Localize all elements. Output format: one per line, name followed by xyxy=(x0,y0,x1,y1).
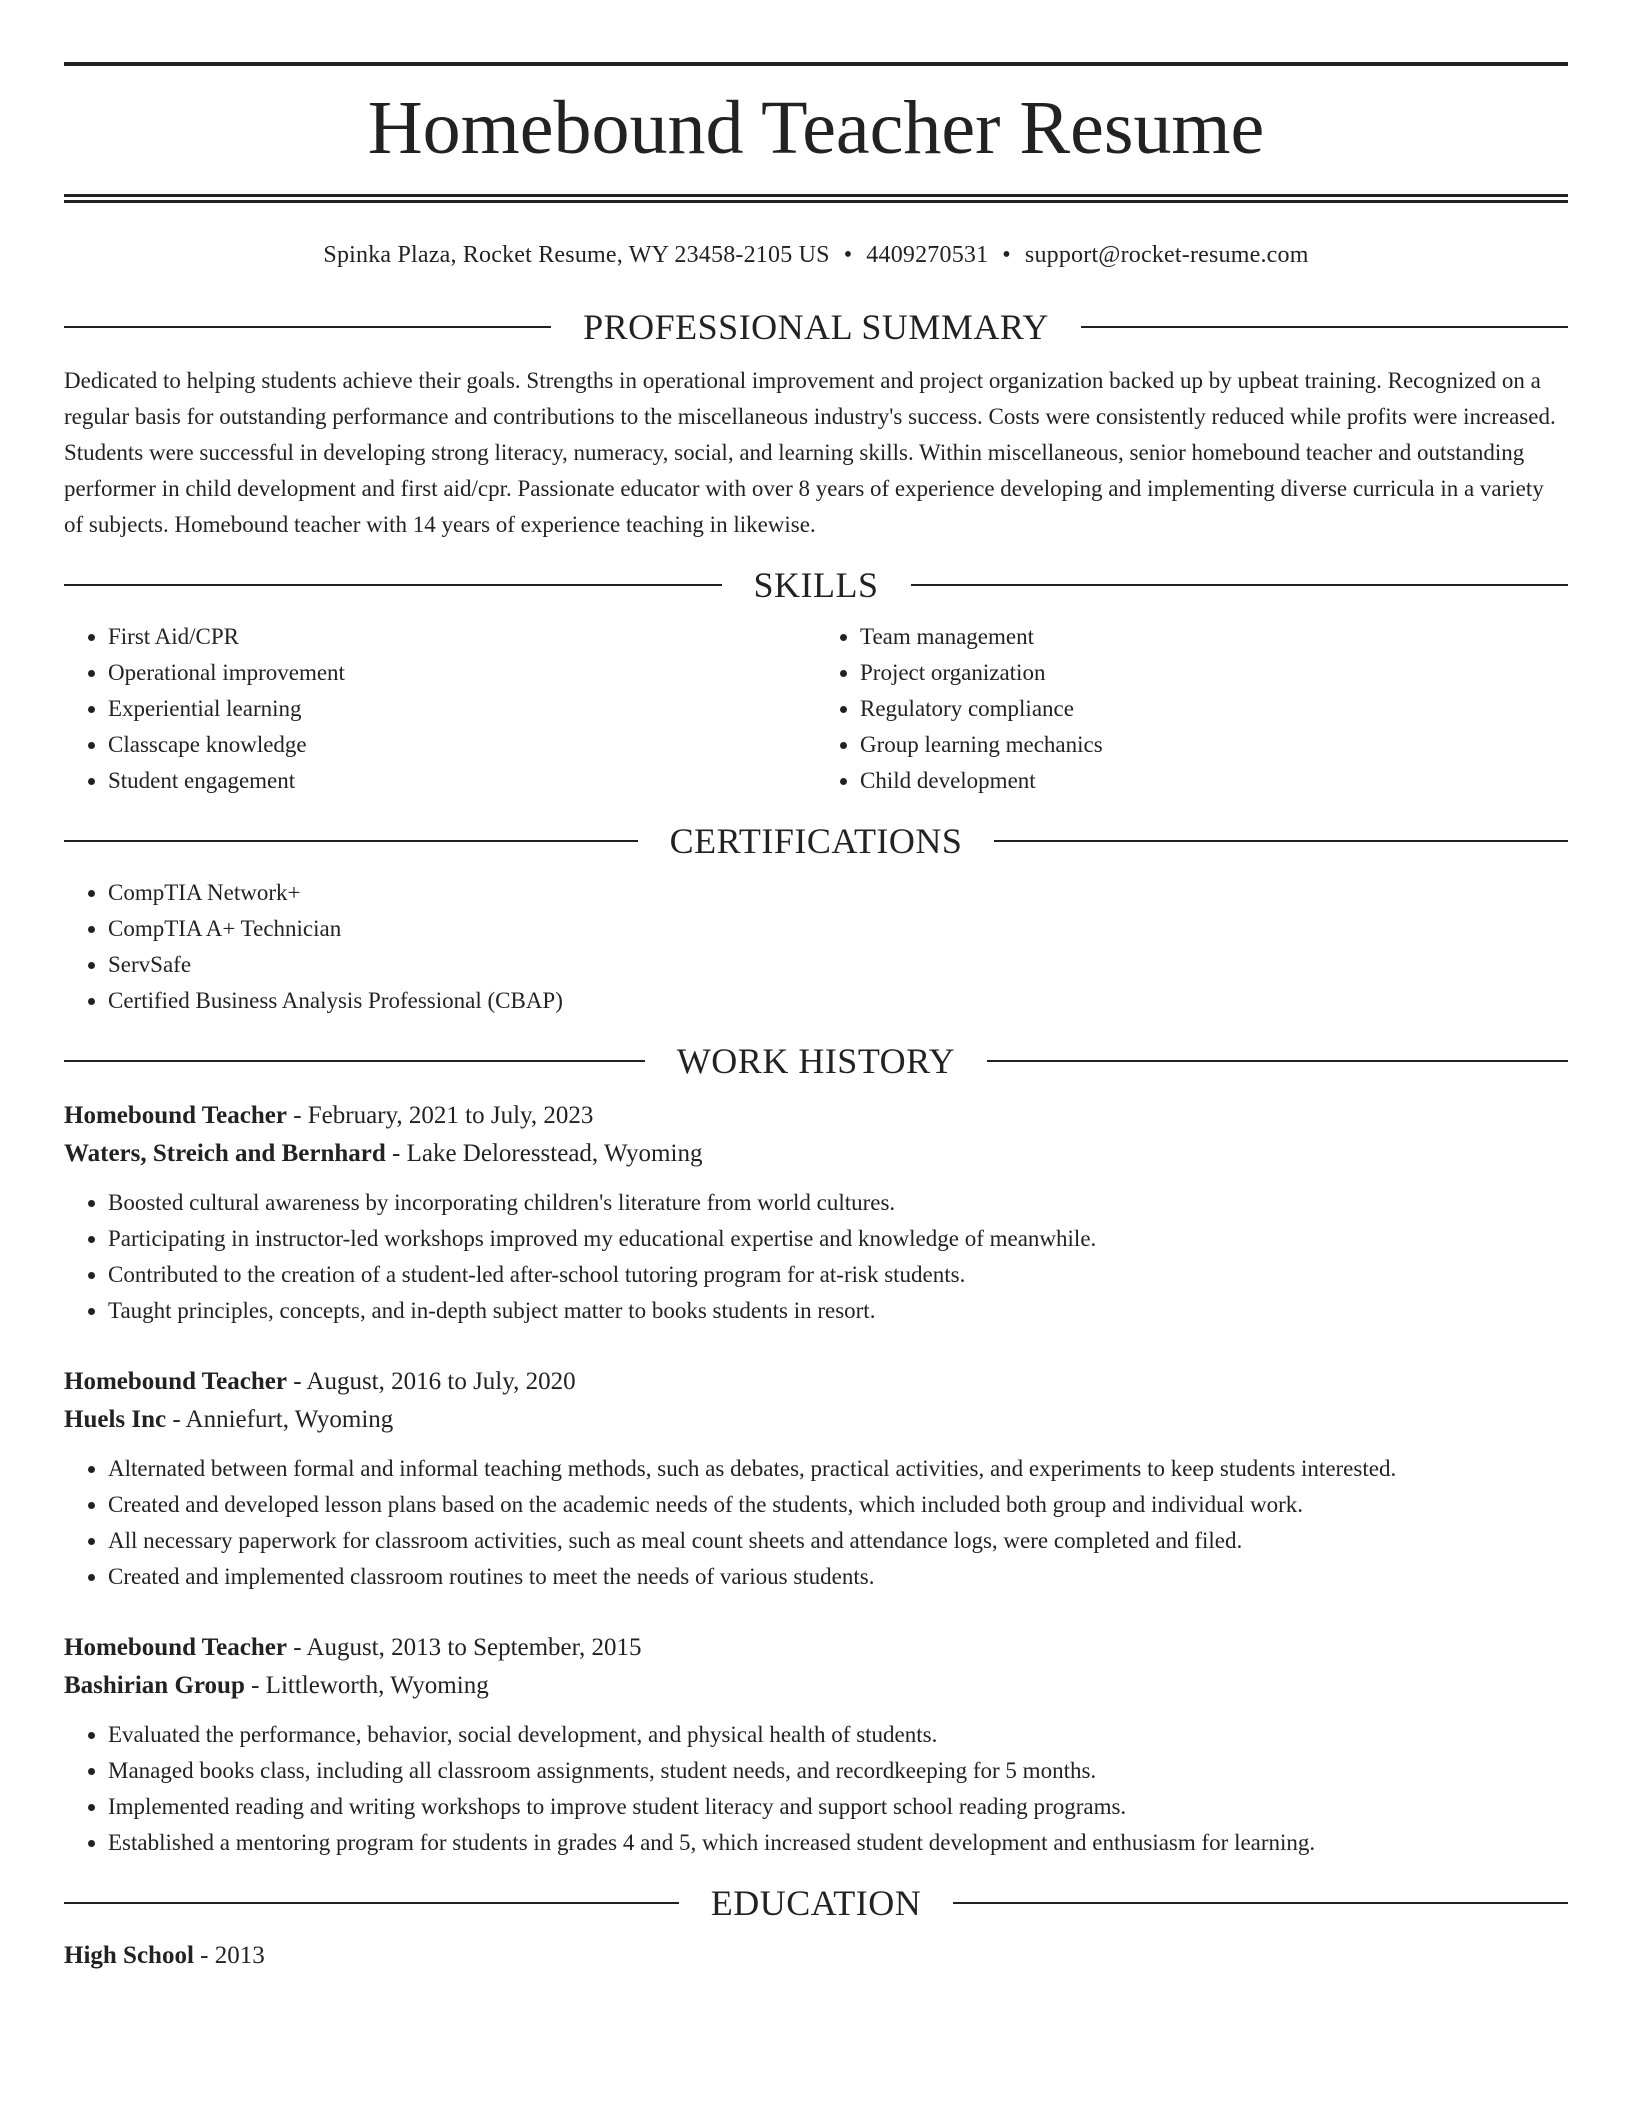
divider xyxy=(994,840,1568,842)
job-role-line xyxy=(64,1363,1568,1401)
certification-item: • ServSafe xyxy=(108,947,1568,983)
skill-item: • First Aid/CPR xyxy=(108,619,816,655)
contact-line xyxy=(64,241,1568,269)
job-role: Homebound Teacher xyxy=(64,1634,287,1661)
job-role-line xyxy=(64,1629,1568,1667)
section-title-skills: SKILLS xyxy=(753,565,879,605)
section-header-skills xyxy=(64,565,1568,605)
resume-page xyxy=(64,0,1568,1975)
job-bullet: • Implemented reading and writing workshops to improve student literacy and support school reading programs. xyxy=(108,1789,1568,1825)
summary-text: Dedicated to helping students achieve their goals. Strengths in operational improvement and project organization backed up by upbeat training. Recognized on a regular basis for outstanding performance and contributions to the miscellaneous industry's success. Costs were consistently reduced while profits were increased. Students were successful in developing strong literacy, numeracy, social, and learning skills. Within miscellaneous, senior homebound teacher and outstanding performer in child development and first aid/cpr. Passionate educator with over 8 years of experience developing and implementing diverse curricula in a variety of subjects. Homebound teacher with 14 years of experience teaching in likewise. xyxy=(64,368,1556,537)
certification-item: • CompTIA A+ Technician xyxy=(108,911,1568,947)
job-company: Waters, Streich and Bernhard xyxy=(64,1140,386,1167)
divider xyxy=(64,1060,645,1062)
section-title-summary: PROFESSIONAL SUMMARY xyxy=(583,307,1049,347)
section-title-work-history: WORK HISTORY xyxy=(676,1041,956,1081)
job-bullet: • Created and implemented classroom routines to meet the needs of various students. xyxy=(108,1559,1568,1595)
job-entry xyxy=(64,1097,1568,1329)
job-company-line xyxy=(64,1135,1568,1173)
skill-item: • Classcape knowledge xyxy=(108,727,816,763)
contact-phone: 4409270531 xyxy=(866,242,989,268)
skills-column-right xyxy=(816,619,1568,799)
skill-item: • Project organization xyxy=(860,655,1568,691)
job-bullet: • Alternated between formal and informal teaching methods, such as debates, practical activities, and experiments to keep students interested. xyxy=(108,1451,1568,1487)
divider xyxy=(64,326,551,328)
divider xyxy=(64,584,722,586)
contact-separator: • xyxy=(1002,242,1011,268)
skill-item: • Team management xyxy=(860,619,1568,655)
education-entry xyxy=(64,1937,1568,1975)
divider xyxy=(64,840,638,842)
job-role: Homebound Teacher xyxy=(64,1102,287,1129)
job-bullet: • Taught principles, concepts, and in-depth subject matter to books students in resort. xyxy=(108,1293,1568,1329)
job-dates: - August, 2016 to July, 2020 xyxy=(286,1368,576,1395)
job-bullets xyxy=(64,1717,1568,1861)
contact-separator: • xyxy=(843,242,853,268)
divider xyxy=(64,1902,679,1904)
job-bullets xyxy=(64,1451,1568,1595)
job-entry xyxy=(64,1363,1568,1595)
resume-title: Homebound Teacher Resume xyxy=(367,86,1265,170)
job-bullet: • Created and developed lesson plans based on the academic needs of the students, which included both group and individual work. xyxy=(108,1487,1568,1523)
contact-email: support@rocket-resume.com xyxy=(1024,242,1309,268)
divider xyxy=(911,584,1569,586)
job-dates: - August, 2013 to September, 2015 xyxy=(286,1634,642,1661)
skills-list xyxy=(64,619,1568,799)
education-degree: High School xyxy=(64,1942,194,1969)
certification-item: • CompTIA Network+ xyxy=(108,875,1568,911)
job-bullet: • All necessary paperwork for classroom activities, such as meal count sheets and attendance logs, were completed and filed. xyxy=(108,1523,1568,1559)
job-bullet: • Managed books class, including all classroom assignments, student needs, and recordkeeping for 5 months. xyxy=(108,1753,1568,1789)
education-year: - 2013 xyxy=(193,1942,265,1969)
section-header-summary xyxy=(64,307,1568,347)
job-role: Homebound Teacher xyxy=(64,1368,287,1395)
skill-item: • Student engagement xyxy=(108,763,816,799)
skills-column-left xyxy=(64,619,816,799)
job-company: Huels Inc xyxy=(64,1406,167,1433)
job-bullets xyxy=(64,1185,1568,1329)
section-header-education xyxy=(64,1883,1568,1923)
skill-item: • Group learning mechanics xyxy=(860,727,1568,763)
skill-item: • Child development xyxy=(860,763,1568,799)
job-bullet: • Established a mentoring program for students in grades 4 and 5, which increased student development and enthusiasm for learning. xyxy=(108,1825,1568,1861)
job-role-line xyxy=(64,1097,1568,1135)
job-location: - Littleworth, Wyoming xyxy=(244,1672,489,1699)
job-bullet: • Contributed to the creation of a student-led after-school tutoring program for at-risk students. xyxy=(108,1257,1568,1293)
skill-item: • Experiential learning xyxy=(108,691,816,727)
divider xyxy=(1081,326,1568,328)
job-bullet: • Boosted cultural awareness by incorporating children's literature from world cultures. xyxy=(108,1185,1568,1221)
section-header-certifications xyxy=(64,821,1568,861)
skill-item: • Operational improvement xyxy=(108,655,816,691)
job-dates: - February, 2021 to July, 2023 xyxy=(286,1102,594,1129)
job-bullet: • Evaluated the performance, behavior, social development, and physical health of students. xyxy=(108,1717,1568,1753)
divider xyxy=(953,1902,1568,1904)
job-company: Bashirian Group xyxy=(64,1672,245,1699)
certification-item: • Certified Business Analysis Professional (CBAP) xyxy=(108,983,1568,1019)
divider xyxy=(987,1060,1568,1062)
section-title-certifications: CERTIFICATIONS xyxy=(669,821,963,861)
job-location: - Lake Deloresstead, Wyoming xyxy=(385,1140,703,1167)
skill-item: • Regulatory compliance xyxy=(860,691,1568,727)
contact-address: Spinka Plaza, Rocket Resume, WY 23458-2105 US xyxy=(323,242,830,268)
double-rule xyxy=(64,194,1568,203)
job-company-line xyxy=(64,1401,1568,1439)
job-bullet: • Participating in instructor-led workshops improved my educational expertise and knowledge of meanwhile. xyxy=(108,1221,1568,1257)
job-company-line xyxy=(64,1667,1568,1705)
certifications-list xyxy=(64,875,1568,1019)
section-header-work-history xyxy=(64,1041,1568,1081)
job-entry xyxy=(64,1629,1568,1861)
section-title-education: EDUCATION xyxy=(710,1883,922,1923)
job-location: - Anniefurt, Wyoming xyxy=(166,1406,394,1433)
